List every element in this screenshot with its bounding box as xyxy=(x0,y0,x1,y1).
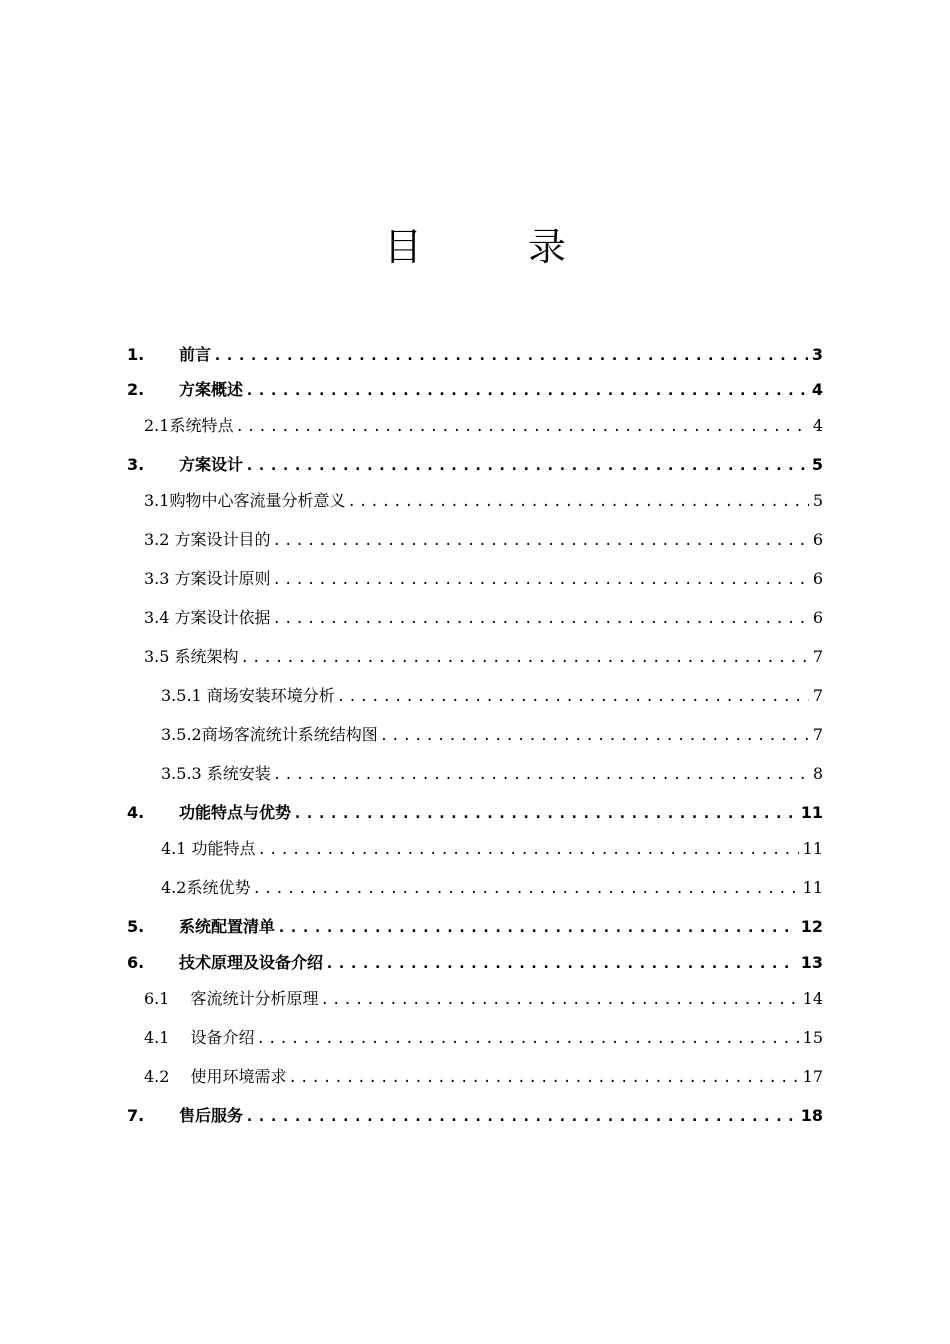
toc-entry[interactable] xyxy=(127,451,823,479)
toc-entry-label: 4.2 使用环境需求 xyxy=(144,1067,287,1086)
toc-entry[interactable] xyxy=(144,487,823,515)
toc-entry-page: 7 xyxy=(812,647,823,666)
toc-entry-label: 3.5.3 系统安装 xyxy=(161,764,271,783)
toc-entry-label: 3.1购物中心客流量分析意义 xyxy=(144,491,346,510)
dot-leader xyxy=(273,527,809,554)
dot-leader xyxy=(235,413,808,440)
toc-entry-page: 6 xyxy=(812,608,823,627)
toc-entry-page: 12 xyxy=(800,917,823,936)
toc-entry-label: 功能特点与优势 xyxy=(179,803,292,822)
toc-entry[interactable] xyxy=(144,1063,823,1091)
dot-leader xyxy=(347,488,808,515)
toc-entry-page: 6 xyxy=(812,569,823,588)
toc-entry[interactable] xyxy=(144,565,823,593)
toc-entry-page: 8 xyxy=(812,764,823,783)
toc-entry-label: 系统配置清单 xyxy=(179,917,276,936)
page-title: 目 录 xyxy=(383,225,600,269)
toc-entry[interactable] xyxy=(127,799,823,827)
toc-entry-page: 13 xyxy=(800,953,823,972)
toc-entry[interactable] xyxy=(127,1102,823,1130)
toc-entry[interactable] xyxy=(127,376,823,404)
toc-entry-page: 5 xyxy=(812,491,823,510)
toc-entry-label: 4.2系统优势 xyxy=(161,878,251,897)
toc-entry-page: 11 xyxy=(802,878,823,897)
toc-entry-page: 6 xyxy=(812,530,823,549)
dot-leader xyxy=(380,722,809,749)
toc-entry[interactable] xyxy=(144,604,823,632)
dot-leader xyxy=(213,341,808,369)
dot-leader xyxy=(245,1102,797,1130)
toc-entry-page: 14 xyxy=(802,989,823,1008)
toc-entry[interactable] xyxy=(144,412,823,440)
toc-entry-number: 7. xyxy=(127,1106,145,1125)
toc-entry-page: 4 xyxy=(812,416,823,435)
toc-entry[interactable] xyxy=(127,913,823,941)
toc-entry[interactable] xyxy=(144,1024,823,1052)
toc-entry[interactable] xyxy=(161,760,823,788)
dot-leader xyxy=(321,986,799,1013)
toc-entry-label: 售后服务 xyxy=(179,1106,244,1125)
toc-entry-page: 3 xyxy=(811,345,823,364)
toc-entry-number: 3. xyxy=(127,455,145,474)
toc-entry-label: 方案设计 xyxy=(179,455,244,474)
toc-entry-number: 6. xyxy=(127,953,145,972)
dot-leader xyxy=(277,913,797,941)
toc-entry-label: 3.3 方案设计原则 xyxy=(144,569,271,588)
toc-entry[interactable] xyxy=(161,721,823,749)
dot-leader xyxy=(337,683,809,710)
dot-leader xyxy=(245,376,808,404)
dot-leader xyxy=(245,451,808,479)
toc-entry[interactable] xyxy=(127,341,823,369)
toc-entry-number: 4. xyxy=(127,803,145,822)
toc-entry-label: 4.1 功能特点 xyxy=(161,839,256,858)
toc-entry-page: 4 xyxy=(811,380,823,399)
dot-leader xyxy=(252,875,798,902)
dot-leader xyxy=(273,566,809,593)
toc-entry-number: 5. xyxy=(127,917,145,936)
toc-entry[interactable] xyxy=(161,682,823,710)
toc-entry-page: 5 xyxy=(811,455,823,474)
toc-entry-label: 3.5 系统架构 xyxy=(144,647,239,666)
dot-leader xyxy=(257,1025,799,1052)
toc-entry[interactable] xyxy=(127,949,823,977)
toc-entry-label: 前言 xyxy=(179,345,212,364)
toc-entry-label: 3.2 方案设计目的 xyxy=(144,530,271,549)
toc-entry[interactable] xyxy=(161,835,823,863)
toc-entry-label: 3.5.2商场客流统计系统结构图 xyxy=(161,725,378,744)
toc-entry-page: 7 xyxy=(812,725,823,744)
toc-entry-page: 17 xyxy=(802,1067,823,1086)
dot-leader xyxy=(273,761,809,788)
toc-entry-label: 方案概述 xyxy=(179,380,244,399)
toc-entry[interactable] xyxy=(144,643,823,671)
dot-leader xyxy=(241,644,809,671)
toc-entry-label: 3.5.1 商场安装环境分析 xyxy=(161,686,335,705)
toc-entry-number: 2. xyxy=(127,380,145,399)
toc-entry-number: 1. xyxy=(127,345,145,364)
toc-entry-label: 技术原理及设备介绍 xyxy=(179,953,324,972)
toc-entry[interactable] xyxy=(144,526,823,554)
toc-entry-page: 18 xyxy=(800,1106,823,1125)
toc-entry-page: 15 xyxy=(802,1028,823,1047)
dot-leader xyxy=(289,1064,799,1091)
toc-entry-label: 6.1 客流统计分析原理 xyxy=(144,989,319,1008)
toc-entry-page: 11 xyxy=(802,839,823,858)
toc-entry-label: 3.4 方案设计依据 xyxy=(144,608,271,627)
dot-leader xyxy=(258,836,799,863)
toc-entry-label: 2.1系统特点 xyxy=(144,416,234,435)
toc-entry-page: 7 xyxy=(812,686,823,705)
toc-entry[interactable] xyxy=(144,985,823,1013)
toc-entry-page: 11 xyxy=(800,803,823,822)
dot-leader xyxy=(325,949,797,977)
toc-entry[interactable] xyxy=(161,874,823,902)
dot-leader xyxy=(273,605,809,632)
dot-leader xyxy=(293,799,797,827)
toc-entry-label: 4.1 设备介绍 xyxy=(144,1028,255,1047)
